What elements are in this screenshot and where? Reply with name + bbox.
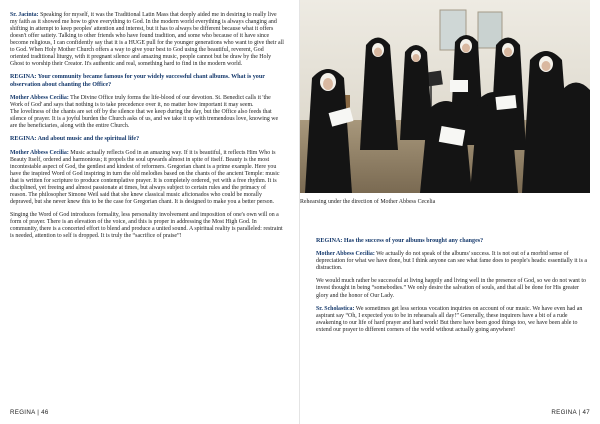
interview-paragraph: [316, 306, 590, 334]
interview-paragraph: [10, 212, 284, 240]
paragraph-text: We sometimes get less serious vocation inquiries on account of our music. We have even had an aspirant say “Oh, I expected you to be in rehearsals all day!” Generally, these inquirers have a bit of a rude awakening to our life of hard prayer and hard work! But there have been good things too, we have been able to extend our prayer to different corners of the world without actually going anywhere!: [316, 305, 583, 333]
interview-paragraph: [10, 12, 284, 68]
right-page-footer: REGINA | 47: [551, 409, 590, 416]
left-page-footer: REGINA | 46: [10, 409, 49, 416]
interview-paragraph: [10, 95, 284, 130]
left-article-text: [10, 12, 284, 240]
speaker-name: Sr. Scholastica:: [316, 305, 355, 312]
speaker-name: Mother Abbess Cecilia:: [316, 251, 375, 258]
interview-question: REGINA: Has the success of your albums brought any changes?: [316, 238, 484, 244]
paragraph-text: The Divine Office truly forms the life-blood of our devotion. St. Benedict calls it 'the Work of God' and says that nothing is to take precedence over it, no matter how important it may seem. The loveliness of the chants are set off by the silence that we keep during the day, but the Office also feeds that silence of prayer. It is a joyful burden the Church asks of us, and we take it up with tremendous love, knowing we are the beneficiaries, along with the entire Church.: [10, 94, 279, 130]
nuns-rehearsal-photo: [300, 0, 590, 193]
paragraph-text: Singing the Word of God introduces formality, less personality involvement and imposition of one's own will on a form of prayer. There is an elevation of the voice, and this is proper in addressing the Most High God. In community, there is a concerted effort to blend and produce a united sound. A spiritual reality is paralleled: restraint is needed, attention to self is dropped. It is truly the “sacrifice of praise”!: [10, 211, 283, 240]
interview-question: REGINA: Your community became famous for your widely successful chant albums. What is your observation about chanting the Office?: [10, 74, 265, 88]
paragraph-text: We would much rather be successful at living happily and living well in the presence of God, so we do not want to invest thought in being “somebodies.” We only desire the salvation of souls, and that all be done for His greater glory and the honor of Our Lady.: [316, 278, 586, 299]
right-page: [300, 0, 600, 424]
paragraph-text: We actually do not speak of the albums' success. It is not out of a morbid sense of depreciation for what we have done, but I think anyone can see what fame does to people's heads: essentially it is a distraction.: [316, 251, 587, 272]
interview-paragraph: [316, 278, 590, 299]
interview-question: REGINA: And about music and the spiritual life?: [10, 136, 140, 143]
right-article-text: [316, 238, 590, 334]
photo-illustration: [300, 0, 590, 193]
speaker-name: Mother Abbess Cecilia:: [10, 94, 69, 101]
interview-paragraph: [10, 150, 284, 206]
paragraph-text: Music actually reflects God in an amazing way. If it is beautiful, it reflects Him Who is Beauty Itself, ordered and harmonious; it propels the soul upwards almost in spite of itself. Beauty is the most incontestable aspect of God, the gentlest and kindest of reformers. Gregorian chant is a prime example. Here you have the inspired Word of God inspiring in turn the old melodies based on the chants of the ancient Temple: music that is written for scripture to produce contemplative prayer. It is completely ordered, yet with a free rhythm. It is disciplined, yet freeing and almost passionate at times, but always subject to certain rules and the primacy of reason. The philosopher Simone Weil said that she knew classical music aficionados who could be morally depraved, but she never knew this to be the case for Gregorian chant. It is designed to make you a better person.: [10, 149, 280, 205]
interview-paragraph: [316, 251, 590, 272]
speaker-name: Mother Abbess Cecilia:: [10, 149, 69, 156]
speaker-name: Sr. Jacinta:: [10, 12, 39, 18]
paragraph-text: Speaking for myself, it was the Traditional Latin Mass that deeply aided me in desiring to really live my faith as it showed me how to give everything to God. In the modern world everything is always changing and shifting in attempt to keep peoples' attention and interest, but it has to always be different because what it offers doesn't offer satiety. Talking to other friends who have found tradition, and some who because of it have since become religious, I can confidently say that it is a HUGE pull for the younger generations who want to give their all to God. When Holy Mother Church offers a way to give your best to God using the beautiful, reverent, God oriented traditional liturgy, with it pregnant silence and amazing music, people cannot but be draw by the Holy Ghost to worship their Creator. It's authentic and real, something hard to find in the modern world.: [10, 12, 284, 68]
photo-caption: Rehearsing under the direction of Mother Abbess Cecelia: [300, 199, 436, 205]
